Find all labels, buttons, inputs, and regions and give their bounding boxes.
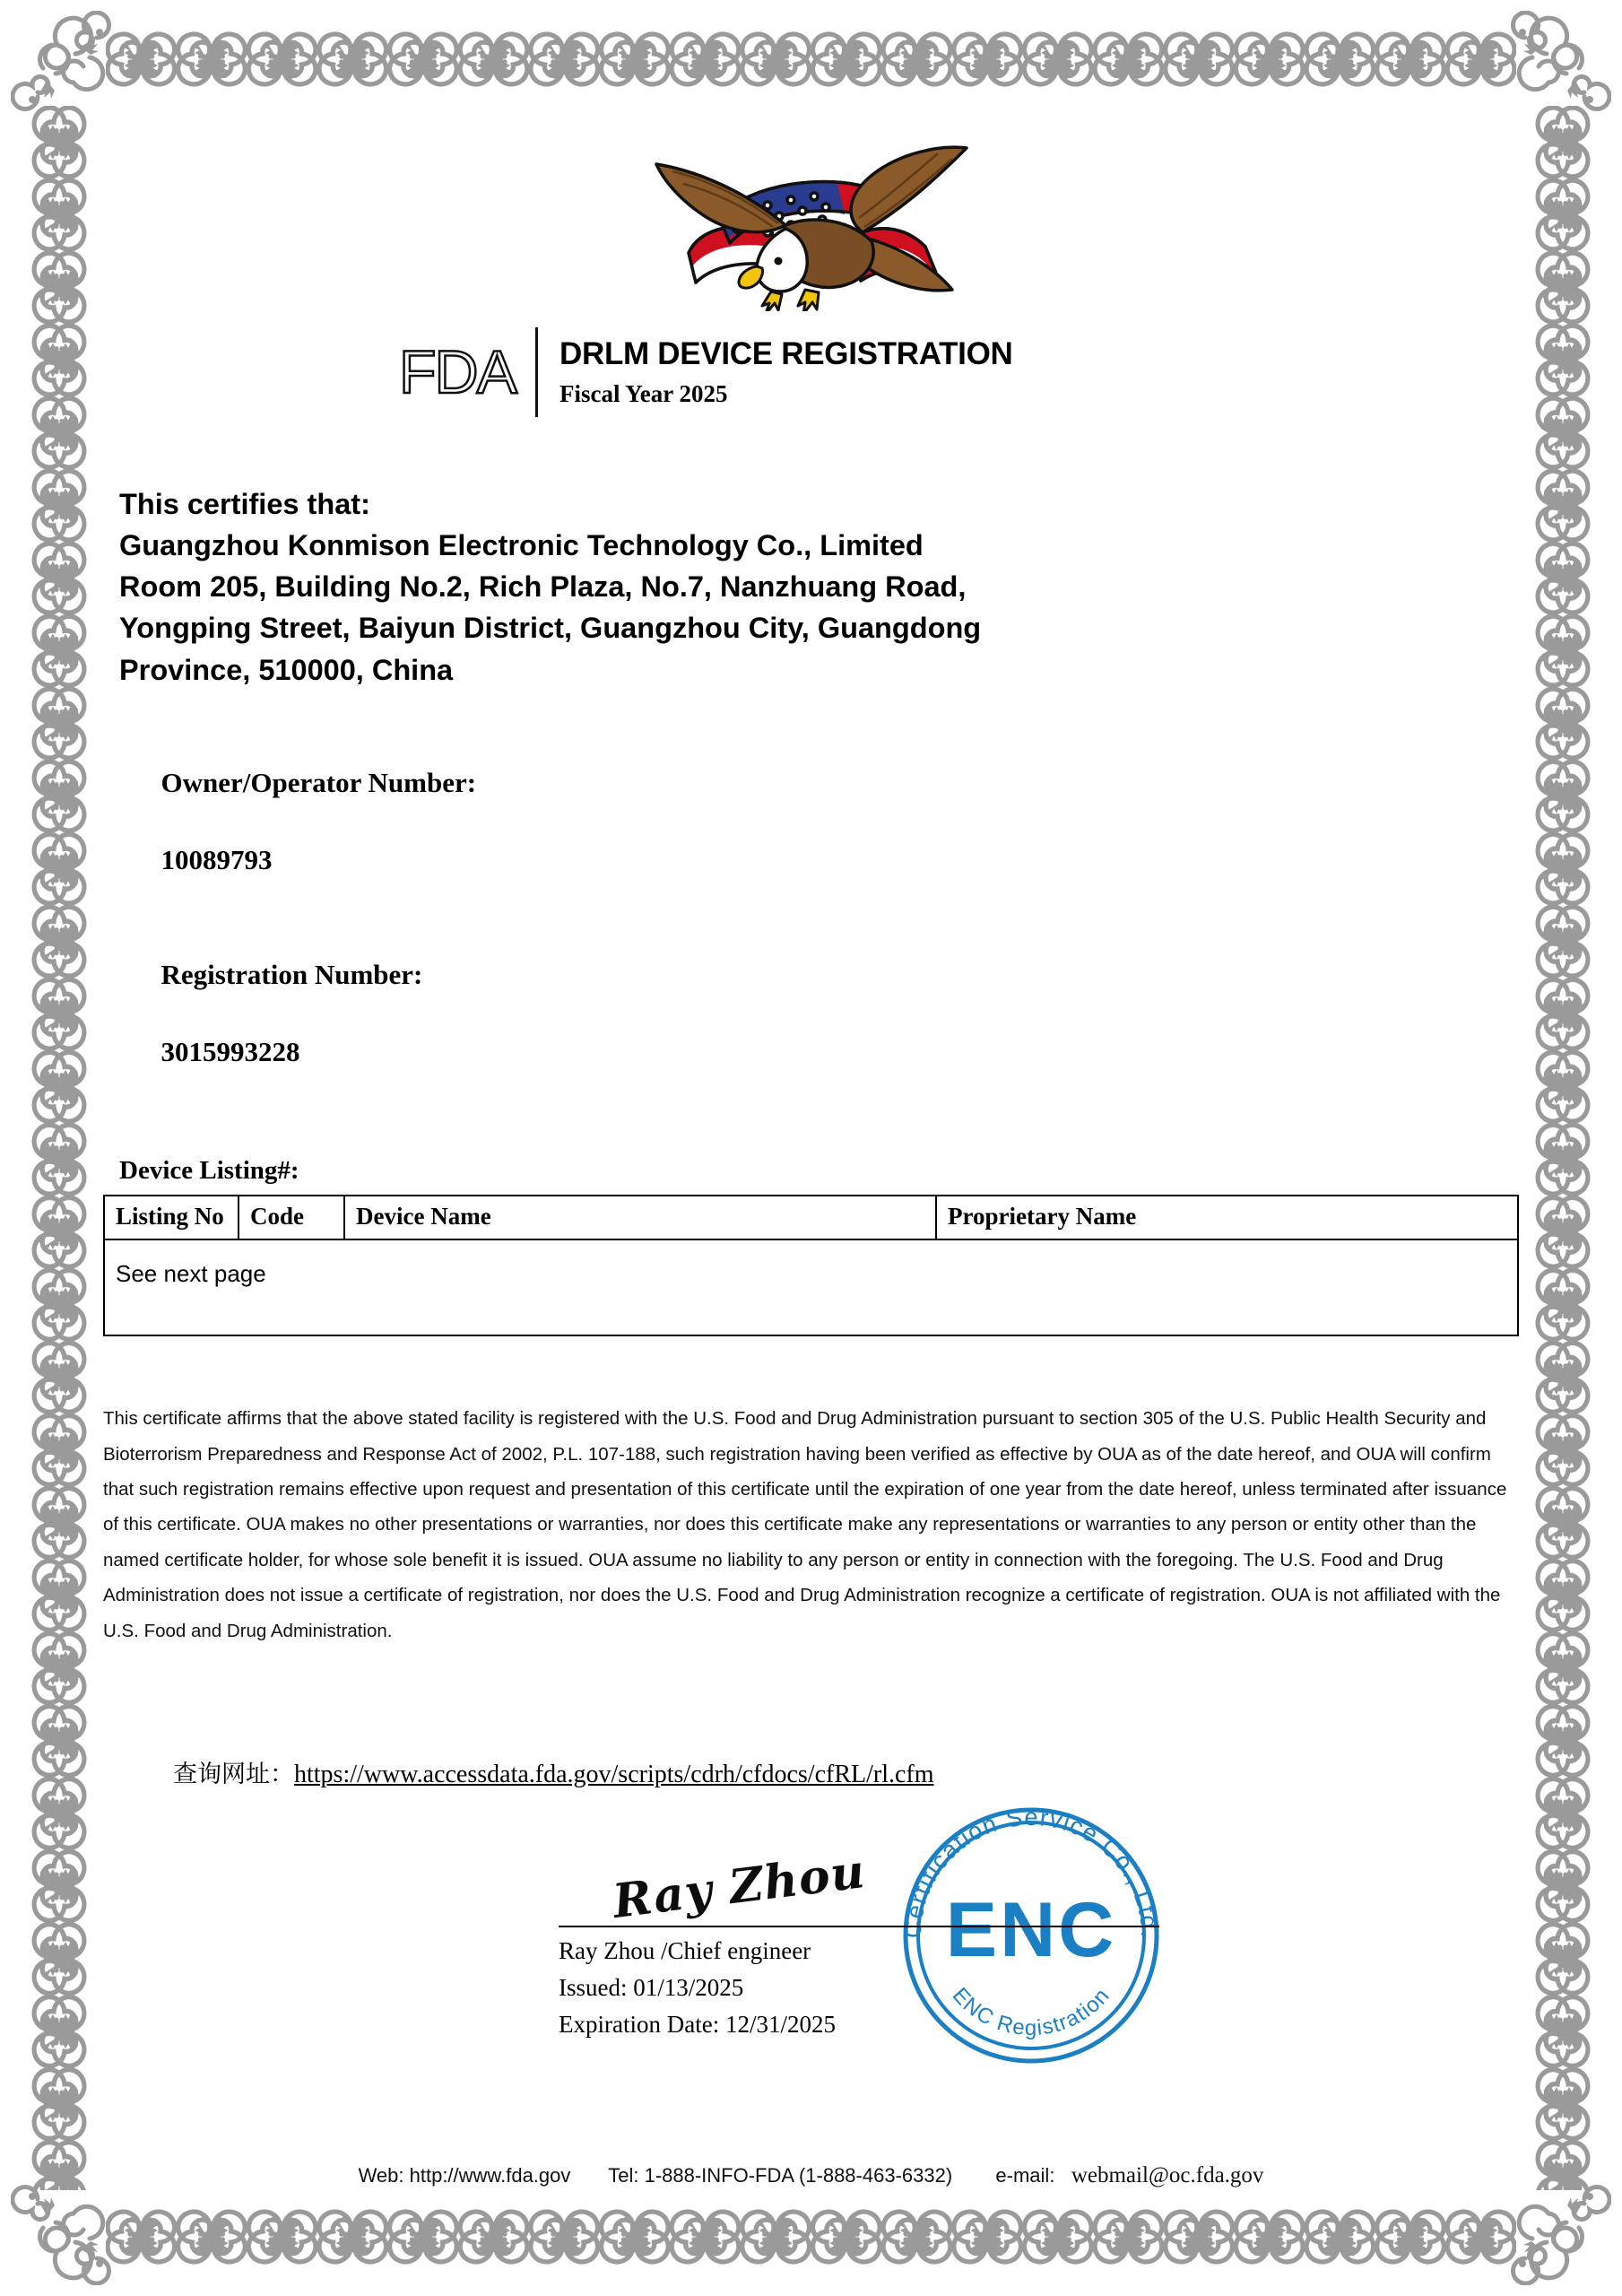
address-line-2: Yongping Street, Baiyun District, Guangzhou City, Guangdong [119,612,982,645]
footer-contact [103,2163,1519,2188]
query-url-label: 查询网址： [173,1760,294,1788]
footer-web: Web: http://www.fda.gov [358,2164,571,2187]
registration-number-label: Registration Number: [160,959,423,991]
issued-date: Issued: 01/13/2025 [559,1973,744,2001]
footer-email: webmail@oc.fda.gov [1071,2163,1264,2187]
border-top [106,25,1516,93]
border-right [1529,106,1597,2190]
owner-operator-label: Owner/Operator Number: [160,767,477,799]
border-bottom [106,2203,1516,2271]
registration-number-row [119,918,1519,1110]
handwritten-signature: Ray Zhou [610,1843,869,1929]
border-corner-bottom-left [11,2178,118,2285]
device-listing-heading: Device Listing#: [119,1156,299,1186]
footer-tel: Tel: 1-888-INFO-FDA (1-888-463-6332) [608,2164,953,2187]
fda-masthead [103,324,1519,421]
column-header-code: Code [239,1196,344,1239]
query-url-line [103,1754,1519,1789]
border-left [25,106,93,2190]
border-corner-top-right [1504,11,1611,118]
query-url-link[interactable]: https://www.accessdata.fda.gov/scripts/cdrh/cfdocs/cfRL/rl.cfm [294,1760,934,1788]
owner-operator-value: 10089793 [160,844,273,875]
stamp-center-text: ENC [945,1886,1117,1973]
emblem-container [103,85,1519,318]
registration-numbers [103,726,1519,1110]
border-corner-top-left [11,11,118,118]
owner-operator-row [119,726,1519,918]
company-name: Guangzhou Konmison Electronic Technology Co., Limited [119,529,924,562]
device-listing-table [103,1195,1519,1336]
certifies-block [103,483,1519,691]
column-header-listing-no: Listing No [104,1196,239,1239]
registration-number-value: 3015993228 [160,1035,300,1067]
legal-disclaimer: This certificate affirms that the above stated facility is registered with the U.S. Food and Drug Administration pursuant to section 305 of the U.S. Public Health Security and Bioterrorism Preparedness and Response Act of 2002, P.L. 107-188, such registration having been verified as effective by OUA as of the date hereof, and OUA will confirm that such registration remains effective upon request and presentation of this certificate until the expiration of one year from the date hereof, unless terminated after issuance of this certificate. OUA makes no other presentations or warranties, nor does this certificate make any representations or warranties to any person or entity other than the named certificate holder, for whose sole benefit it is issued. OUA assume no liability to any person or entity in connection with the foregoing. The U.S. Food and Drug Administration does not issue a certificate of registration, nor does the U.S. Food and Drug Administration recognize a certificate of registration. OUA is not affiliated with the U.S. Food and Drug Administration. [103,1408,1507,1641]
american-eagle-flag-emblem-icon [637,132,986,316]
footer-email-label: e-mail: [995,2164,1055,2187]
column-header-device-name: Device Name [344,1196,936,1239]
address-line-1: Room 205, Building No.2, Rich Plaza, No.7, Nanzhuang Road, [119,570,967,604]
stamp-arc-top-text: Certification Service Co., Ltd. [898,1803,1164,1939]
table-header-row [104,1196,1518,1239]
certificate-body [103,85,1519,2197]
signer-name-title: Ray Zhou /Chief engineer [559,1936,811,1964]
table-cell-see-next-page: See next page [104,1239,1518,1335]
certificate-title: DRLM DEVICE REGISTRATION [559,336,1013,372]
address-line-3: Province, 510000, China [119,653,454,686]
signature-rule [559,1926,1159,1927]
column-header-proprietary-name: Proprietary Name [936,1196,1518,1239]
table-row [104,1239,1518,1335]
signature-zone [103,1803,1519,2109]
svg-text:Certification Service Co., Ltd [899,1804,1163,1939]
border-corner-bottom-right [1504,2178,1611,2285]
stamp-arc-bottom-text: ENC Registration [947,1983,1115,2040]
fda-logo-text: FDA [399,338,516,406]
certifies-intro: This certifies that: [119,488,370,520]
fiscal-year: Fiscal Year 2025 [559,379,728,407]
expiration-date: Expiration Date: 12/31/2025 [559,2010,836,2038]
